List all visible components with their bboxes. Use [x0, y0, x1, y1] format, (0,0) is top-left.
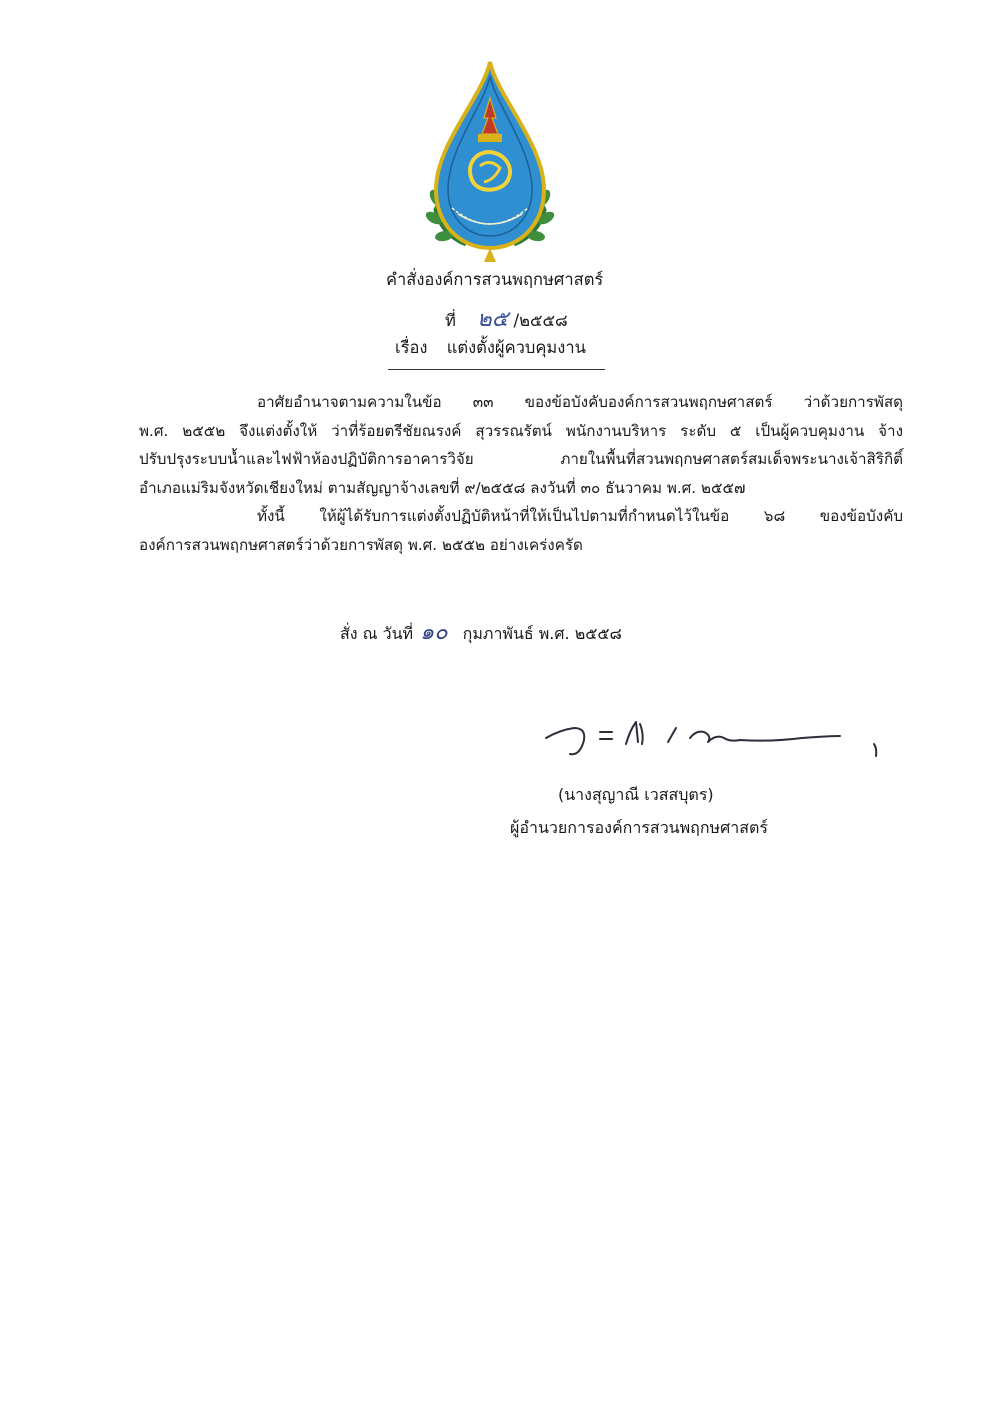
body-line: ปรับปรุงระบบน้ำและไฟฟ้าห้องปฏิบัติการอาคารวิจัย ภายในพื้นที่สวนพฤกษศาสตร์สมเด็จพระนางเจ้าสิริกิติ์: [139, 450, 903, 469]
body-line: ทั้งนี้ ให้ผู้ได้รับการแต่งตั้งปฏิบัติหน้าที่ให้เป็นไปตามที่กำหนดไว้ในข้อ ๖๘ ของข้อบังคับ: [257, 507, 903, 526]
body-line: อาศัยอำนาจตามความในข้อ ๓๓ ของข้อบังคับองค์การสวนพฤกษศาสตร์ ว่าด้วยการพัสดุ: [257, 393, 903, 411]
order-number-line: [445, 301, 568, 336]
signer-position: ผู้อำนวยการองค์การสวนพฤกษศาสตร์: [510, 818, 768, 837]
handwritten-signature: [540, 708, 890, 778]
order-number-year: /๒๕๕๘: [513, 311, 568, 330]
botanical-garden-seal-logo: [418, 58, 562, 264]
header-divider: [388, 369, 605, 370]
issued-day-handwritten: ๑๐: [420, 620, 448, 645]
body-line: อำเภอแม่ริมจังหวัดเชียงใหม่ ตามสัญญาจ้างเลขที่ ๙/๒๕๕๘ ลงวันที่ ๓๐ ธันวาคม พ.ศ. ๒๕๕๗: [139, 478, 746, 497]
signer-name: (นางสุญาณี เวสสบุตร): [558, 785, 714, 804]
subject-line: [395, 335, 586, 361]
order-title: คำสั่งองค์การสวนพฤกษศาสตร์: [386, 270, 604, 289]
issued-month-year: กุมภาพันธ์ พ.ศ. ๒๕๕๘: [462, 624, 622, 643]
subject-text: แต่งตั้งผู้ควบคุมงาน: [446, 338, 586, 357]
body-line: องค์การสวนพฤกษศาสตร์ว่าด้วยการพัสดุ พ.ศ. ๒๕๕๒ อย่างเคร่งครัด: [139, 535, 583, 554]
number-prefix: ที่: [445, 311, 456, 330]
body-line: พ.ศ. ๒๕๕๒ จึงแต่งตั้งให้ ว่าที่ร้อยตรีชัยณรงค์ สุวรรณรัตน์ พนักงานบริหาร ระดับ ๕ เป็นผู้ควบคุมงาน จ้าง: [139, 421, 903, 440]
issued-date-line: [340, 614, 622, 649]
order-number-handwritten: ๒๕: [477, 307, 509, 332]
subject-label: เรื่อง: [395, 338, 428, 357]
order-body: [139, 388, 903, 560]
issued-prefix: สั่ง ณ วันที่: [340, 624, 414, 643]
